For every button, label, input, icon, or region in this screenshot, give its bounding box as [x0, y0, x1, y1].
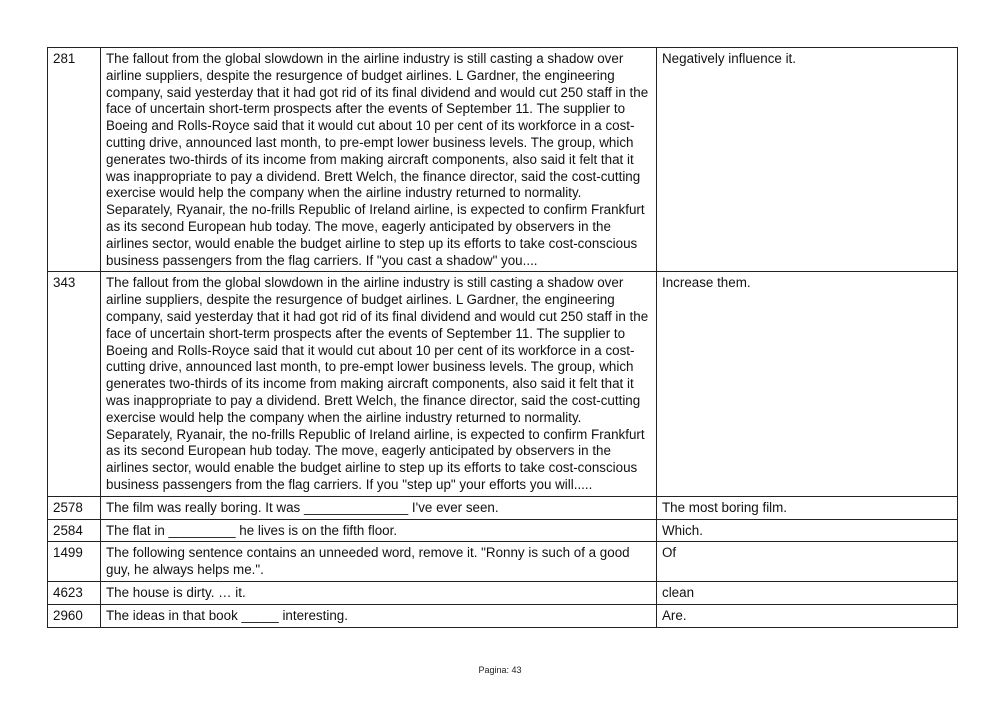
- question-cell: The house is dirty. … it.: [101, 581, 657, 604]
- table-row: [48, 496, 958, 519]
- answer-cell: The most boring film.: [657, 496, 958, 519]
- question-cell: The fallout from the global slowdown in the airline industry is still casting a shadow over airline suppliers, despite the resurgence of budget airlines. L Gardner, the engineering company, said yesterday that it had got rid of its final dividend and would cut 250 staff in the face of uncertain short-term prospects after the events of September 11. The supplier to Boeing and Rolls-Royce said that it would cut about 10 per cent of its workforce in a cost-cutting drive, announced last month, to pre-empt lower business levels. The group, which generates two-thirds of its income from making aircraft components, also said it felt that it was inappropriate to pay a dividend. Brett Welch, the finance director, said the cost-cutting exercise would help the company when the airline industry returned to normality. Separately, Ryanair, the no-frills Republic of Ireland airline, is expected to confirm Frankfurt as its second European hub today. The move, eagerly anticipated by observers in the airlines sector, would enable the budget airline to step up its efforts to take cost-conscious business passengers from the flag carriers. If you "step up" your efforts you will.....: [101, 272, 657, 496]
- table-row: [48, 519, 958, 542]
- row-id-cell: 281: [48, 48, 101, 272]
- row-id-cell: 4623: [48, 581, 101, 604]
- row-id-cell: 2584: [48, 519, 101, 542]
- answer-cell: Of: [657, 542, 958, 582]
- question-cell: The flat in _________ he lives is on the fifth floor.: [101, 519, 657, 542]
- question-cell: The fallout from the global slowdown in the airline industry is still casting a shadow over airline suppliers, despite the resurgence of budget airlines. L Gardner, the engineering company, said yesterday that it had got rid of its final dividend and would cut 250 staff in the face of uncertain short-term prospects after the events of September 11. The supplier to Boeing and Rolls-Royce said that it would cut about 10 per cent of its workforce in a cost-cutting drive, announced last month, to pre-empt lower business levels. The group, which generates two-thirds of its income from making aircraft components, also said it felt that it was inappropriate to pay a dividend. Brett Welch, the finance director, said the cost-cutting exercise would help the company when the airline industry returned to normality. Separately, Ryanair, the no-frills Republic of Ireland airline, is expected to confirm Frankfurt as its second European hub today. The move, eagerly anticipated by observers in the airlines sector, would enable the budget airline to step up its efforts to take cost-conscious business passengers from the flag carriers. If "you cast a shadow" you....: [101, 48, 657, 272]
- table-row: [48, 272, 958, 496]
- answer-cell: Which.: [657, 519, 958, 542]
- answer-cell: clean: [657, 581, 958, 604]
- question-cell: The film was really boring. It was ______________ I've ever seen.: [101, 496, 657, 519]
- table-row: [48, 542, 958, 582]
- row-id-cell: 2960: [48, 604, 101, 627]
- row-id-cell: 343: [48, 272, 101, 496]
- table-row: [48, 48, 958, 272]
- question-cell: The ideas in that book _____ interesting.: [101, 604, 657, 627]
- table-row: [48, 581, 958, 604]
- table-row: [48, 604, 958, 627]
- answer-cell: Increase them.: [657, 272, 958, 496]
- answer-cell: Are.: [657, 604, 958, 627]
- question-cell: The following sentence contains an unneeded word, remove it. "Ronny is such of a good guy, he always helps me.".: [101, 542, 657, 582]
- question-table: [47, 47, 958, 628]
- row-id-cell: 1499: [48, 542, 101, 582]
- answer-cell: Negatively influence it.: [657, 48, 958, 272]
- page-number: Pagina: 43: [478, 665, 522, 675]
- row-id-cell: 2578: [48, 496, 101, 519]
